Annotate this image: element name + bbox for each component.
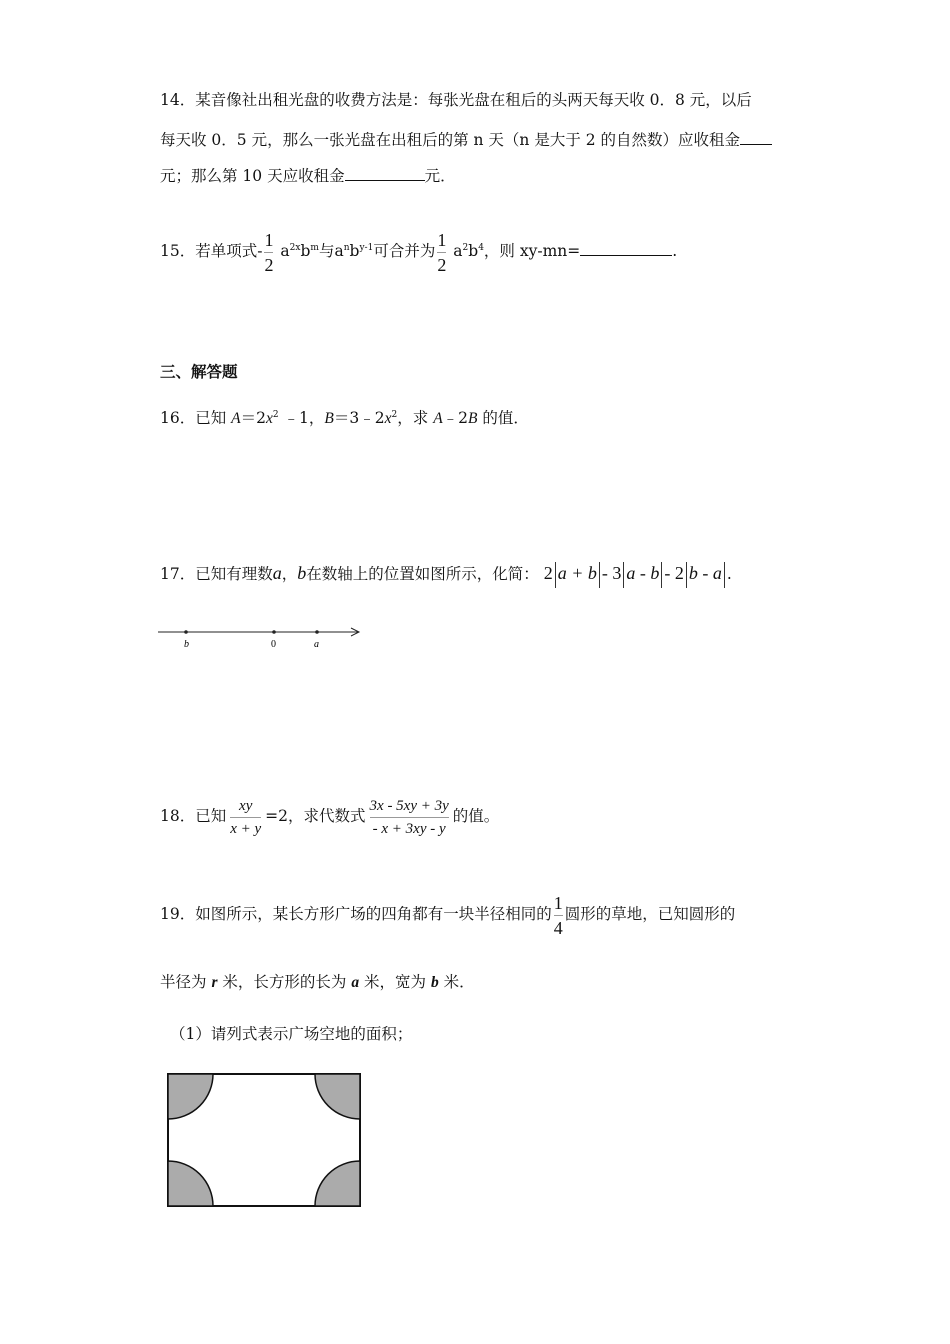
q16-x2: x <box>384 410 392 428</box>
q18-line <box>160 784 499 848</box>
q16-minus: ﹣2 <box>442 409 469 428</box>
q14-line2-text: 每天收 0．5 元，那么一张光盘在出租后的第 n 天（n 是大于 2 的自然数）应收租金 <box>160 131 741 149</box>
label-zero: 0 <box>271 639 276 650</box>
q16-end: 的值． <box>477 409 529 428</box>
q17-end: . <box>726 565 732 583</box>
point-zero <box>272 630 276 634</box>
q19-l2a: 半径为 <box>160 973 212 991</box>
q19-part2: 圆形的草地，已知圆形的 <box>564 905 736 923</box>
q14-line3b: 元． <box>424 167 456 185</box>
q18-f1-num: xy <box>239 797 253 814</box>
q18-part1: 18．已知 <box>160 807 227 825</box>
q15-t2-b: b <box>349 242 360 261</box>
q15-t1-b: b <box>300 242 311 261</box>
q17-abs3: b - a <box>688 563 722 583</box>
q17-op1: - 3 <box>601 563 622 583</box>
q19-fraction <box>554 892 563 939</box>
q15-t2-a: a <box>334 242 344 261</box>
q15-suffix: ，则 xy-mn= <box>483 242 581 261</box>
q19-line1 <box>160 884 735 944</box>
q15-t1-b-exp: m <box>310 243 319 253</box>
q16-line <box>160 405 529 429</box>
q15-end: . <box>672 242 678 261</box>
q15-frac2-den: 2 <box>437 254 447 275</box>
q15-frac2-num: 1 <box>437 229 447 250</box>
q15-fraction-2 <box>437 229 446 276</box>
q15-and: 与 <box>318 242 335 261</box>
q19-frac-num: 1 <box>553 892 563 913</box>
q16-exp1: 2 <box>272 410 279 420</box>
q19-sub1: （1）请列式表示广场空地的面积； <box>170 1025 413 1043</box>
q15-t2-a-exp: n <box>343 243 350 253</box>
q16-B2: B <box>468 410 478 428</box>
q19-line2 <box>160 972 475 993</box>
q16-eq1: ＝2 <box>240 409 266 428</box>
q15-line <box>160 218 677 281</box>
q18-eq: =2，求代数式 <box>265 807 366 825</box>
q15-frac1-num: 1 <box>264 229 274 250</box>
q17-part1: 17．已知有理数 <box>160 565 273 583</box>
q17-coef1: 2 <box>543 563 553 583</box>
q18-f2-num: 3x - 5xy + 3y <box>369 797 449 814</box>
q15-t3-b-exp: 4 <box>478 243 484 253</box>
q15-prefix: 15．若单项式- <box>160 242 263 261</box>
q15-t2-b-exp: y-1 <box>359 243 374 253</box>
q17-number-line <box>155 620 370 655</box>
q17-b: b <box>297 563 307 583</box>
q17-expression <box>544 563 727 583</box>
q15-frac1-den: 2 <box>264 254 274 275</box>
point-a <box>315 630 319 634</box>
q14-line2 <box>160 130 772 150</box>
q17-abs1: a + b <box>557 563 597 583</box>
q17-comma: ， <box>281 565 298 583</box>
q19-figure <box>166 1072 366 1212</box>
q19-l2c: 米，宽为 <box>359 973 431 991</box>
q15-fraction-1 <box>264 229 273 276</box>
q16-part2: ﹣1， <box>278 409 325 428</box>
q19-a: a <box>351 974 360 991</box>
q14-line1: 14．某音像社出租光盘的收费方法是：每张光盘在租后的头两天每天收 0．8 元，以后 <box>160 91 752 109</box>
q15-t3-b: b <box>468 242 479 261</box>
q17-a: a <box>272 563 282 583</box>
q16-A: A <box>231 410 241 428</box>
q14-blank-2 <box>345 166 425 181</box>
q19-l2b: 米，长方形的长为 <box>217 973 352 991</box>
q14-line3a: 元；那么第 10 天应收租金 <box>160 167 345 185</box>
q19-frac-den: 4 <box>553 917 563 938</box>
q14-line3 <box>160 166 456 186</box>
q19-r: r <box>211 974 218 991</box>
q15-t1-a: a <box>280 242 290 261</box>
q15-t1-a-exp: 2x <box>289 243 301 253</box>
q18-fraction-1 <box>230 796 261 839</box>
q15-t3-a-exp: 2 <box>462 243 469 253</box>
section-3-title: 三、解答题 <box>160 363 238 381</box>
q17-part2: 在数轴上的位置如图所示，化简： <box>306 565 539 583</box>
q15-blank <box>580 241 672 256</box>
label-a: a <box>314 639 319 650</box>
q15-term2 <box>334 242 373 260</box>
q19-part1: 19．如图所示，某长方形广场的四角都有一块半径相同的 <box>160 905 552 923</box>
q18-f1-den: x + y <box>230 820 262 837</box>
q14-blank-1 <box>740 130 772 145</box>
q19-b: b <box>430 974 439 991</box>
q18-end: 的值。 <box>452 807 500 825</box>
q19-l2d: 米． <box>438 973 475 991</box>
point-b <box>184 630 188 634</box>
q18-f2-den: - x + 3xy - y <box>372 820 446 837</box>
q17-abs2: a - b <box>626 563 660 583</box>
q16-part3: ，求 <box>397 409 434 428</box>
q15-term1 <box>280 242 319 260</box>
q16-part1: 16．已知 <box>160 409 232 428</box>
q16-exp2: 2 <box>391 410 398 420</box>
q17-op2: - 2 <box>664 563 684 583</box>
q15-term3 <box>453 242 484 260</box>
q18-fraction-2 <box>370 796 449 839</box>
q16-eq2: ＝3﹣2 <box>333 409 385 428</box>
label-b: b <box>184 639 189 650</box>
q17-line <box>160 553 732 594</box>
q16-A2: A <box>433 410 443 428</box>
q15-mid: 可合并为 <box>373 242 436 261</box>
q16-B: B <box>324 410 334 428</box>
q16-x1: x <box>266 410 273 428</box>
q15-t3-a: a <box>453 242 463 261</box>
